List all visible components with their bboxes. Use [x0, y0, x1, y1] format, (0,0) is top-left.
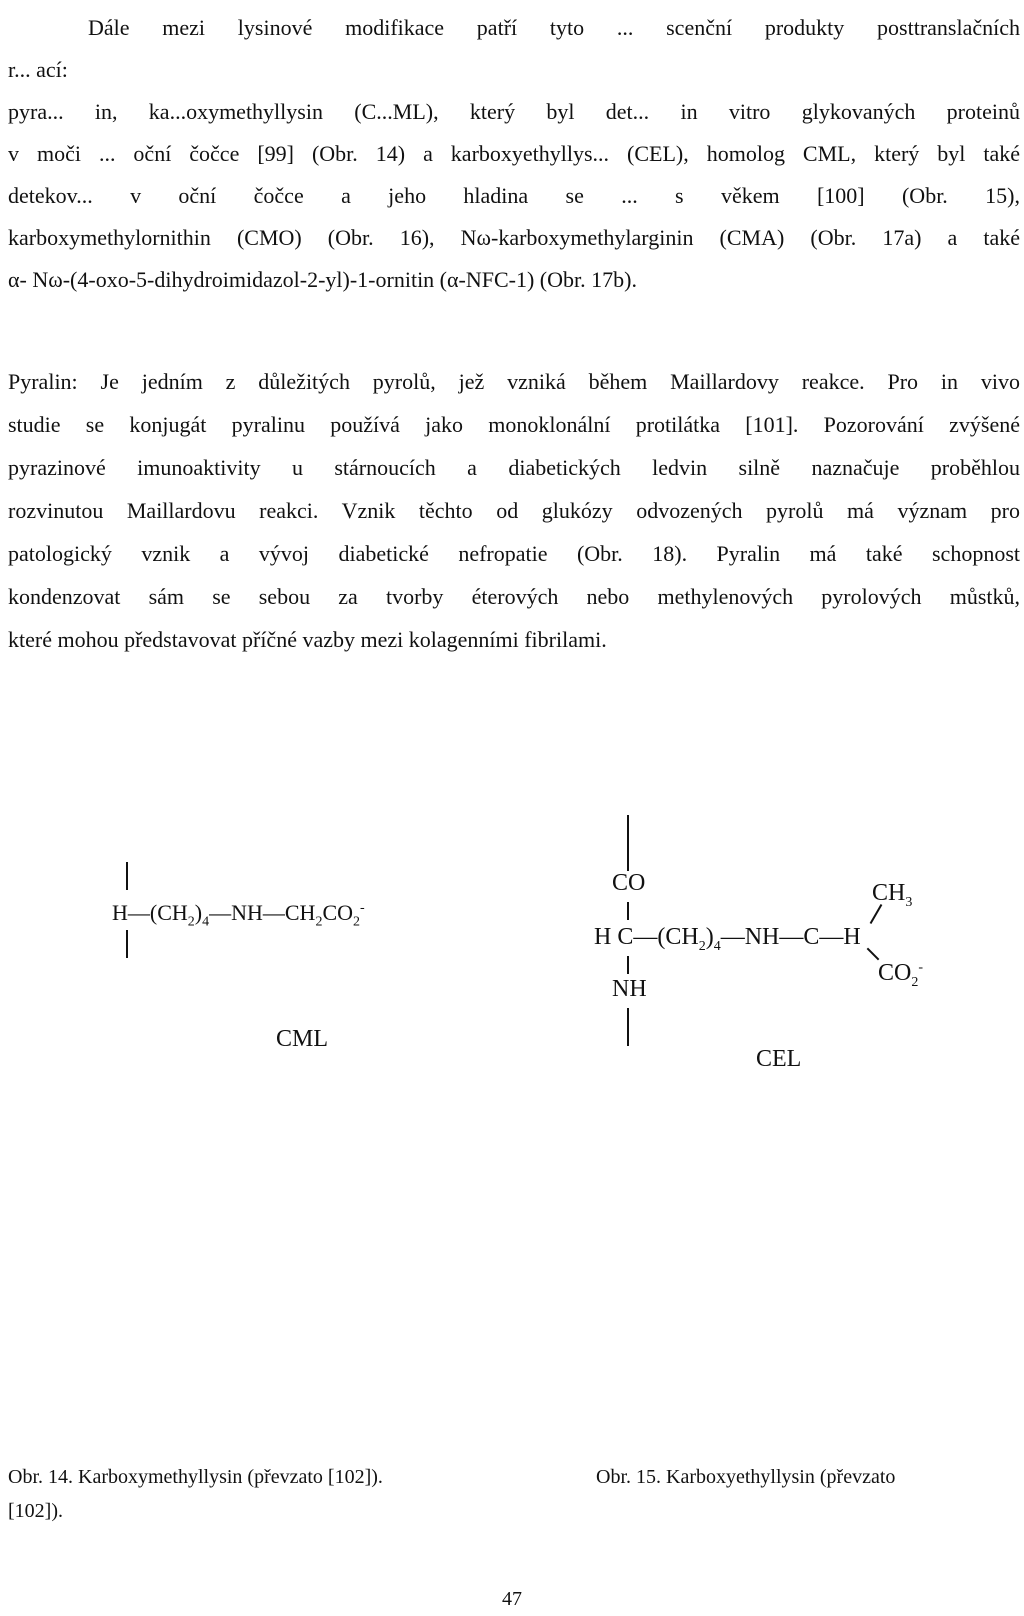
bond-line	[627, 815, 629, 871]
cml-formula	[112, 900, 365, 930]
chain-label: —NH—C—H	[720, 924, 861, 950]
chain-label: )	[705, 924, 714, 950]
subscript: 2	[353, 914, 361, 930]
chain-label: )	[194, 900, 203, 925]
carboxyl-label: CO	[878, 960, 912, 986]
subscript: 2	[911, 974, 919, 990]
text-line: Pyralin: Je jedním z důležitých pyrolů, jež vzniká během Maillardovy reakce. Pro in vivo	[8, 369, 1020, 394]
bond-line	[627, 902, 629, 920]
subscript: 4	[713, 938, 721, 954]
bond-line	[126, 862, 128, 890]
text-line: pyra... in, ka...oxymethyllysin (C...ML), který byl det... in vitro glykovaných proteinů	[8, 99, 1020, 124]
text-line: v moči ... oční čočce [99] (Obr. 14) a karboxyethyllys... (CEL), homolog CML, který byl také	[8, 141, 1020, 166]
bond-line	[627, 1008, 629, 1046]
cml-label: CML	[276, 1026, 329, 1052]
page-number: 47	[502, 1588, 522, 1610]
chain-label: CO	[322, 900, 354, 925]
methyl-label: CH	[872, 880, 906, 906]
text-line: patologický vznik a vývoj diabetické nefropatie (Obr. 18). Pyralin má také schopnost	[8, 541, 1020, 566]
subscript: 3	[905, 894, 913, 910]
cel-top-group: CO	[612, 870, 646, 896]
cel-chain	[594, 924, 861, 955]
charge: -	[918, 960, 924, 975]
text-line: r... ací:	[8, 57, 68, 82]
text-line: pyrazinové imunoaktivity u stárnoucích a diabetických ledvin silně naznačuje proběhlou	[8, 455, 1020, 480]
bond-line	[126, 930, 128, 958]
text-line: karboxymethylornithin (CMO) (Obr. 16), Nω-karboxymethylarginin (CMA) (Obr. 17a) a také	[8, 225, 1020, 250]
caption-continuation: [102]).	[8, 1500, 63, 1522]
text-line: studie se konjugát pyralinu používá jako monoklonální protilátka [101]. Pozorování zvýšené	[8, 412, 1020, 437]
cel-carboxyl	[878, 960, 923, 991]
atom-label: H	[112, 900, 128, 925]
text-line: detekov... v oční čočce a jeho hladina se ... s věkem [100] (Obr. 15),	[8, 183, 1020, 208]
chain-label: —NH—CH	[209, 900, 316, 925]
caption-figure-15: Obr. 15. Karboxyethyllysin (převzato	[596, 1466, 896, 1488]
chain-label: —(CH	[127, 900, 188, 925]
text-line: které mohou představovat příčné vazby mezi kolagenními fibrilami.	[8, 627, 607, 652]
text-line: α- Nω-(4-oxo-5-dihydroimidazol-2-yl)-1-ornitin (α-NFC-1) (Obr. 17b).	[8, 267, 637, 292]
subscript: 2	[187, 914, 195, 930]
caption-figure-14: Obr. 14. Karboxymethyllysin (převzato [102]).	[8, 1466, 383, 1488]
cel-label: CEL	[756, 1046, 802, 1072]
bond-line	[627, 956, 629, 974]
charge: -	[360, 900, 365, 916]
chain-label: C—(CH	[617, 924, 699, 950]
subscript: 2	[698, 938, 706, 954]
text-line: rozvinutou Maillardovu reakci. Vznik těchto od glukózy odvozených pyrolů má význam pro	[8, 498, 1020, 523]
atom-label: H	[594, 924, 612, 950]
subscript: 4	[202, 914, 210, 930]
subscript: 2	[315, 914, 323, 930]
bond-line	[867, 948, 880, 961]
text-line: Dále mezi lysinové modifikace patří tyto ... scenční produkty posttranslačních	[88, 15, 1020, 40]
text-line: kondenzovat sám se sebou za tvorby éterových nebo methylenových pyrolových můstků,	[8, 584, 1020, 609]
cel-bottom-group: NH	[612, 976, 647, 1002]
